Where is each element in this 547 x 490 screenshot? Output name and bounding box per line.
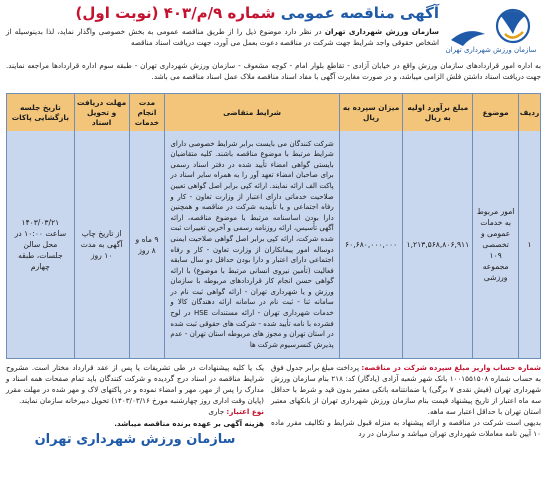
th-opening: تاریخ جلسه بازگشایی پاکات: [11, 102, 69, 122]
td-conditions: شرکت کنندگان می بایست برابر شرایط خصوصی دارای شرایط مرتبط با موضوع مناقصه باشند. کلیه متقاضیان بایستی گواهی امضاء تأیید شده در دفتر اسناد رسمی برای صاحبان امضاء تعهد آور را به همراه سایر اسناد در پاکت الف ارائه نمایند. ارائه کپی برابر اصل گواهی تعیین صلاحیت خدماتی دارای اعتبار از وزارت تعاون - کار و رفاه اجتماعی و یا تأییدیه شرکت در مناقصه و همچنین دارا بودن اساسنامه مرتبط با موضوع مناقصه، ارائه آگهی تأسیس، ارائه روزنامه رسمی و آخرین تغییرات ثبت شده شرکت، ارائه کپی برابر اصل گواهی صلاحیت ایمنی دوساله امور پیمانکاران از وزارت تعاون - کار و رفاه اجتماعی دارای اعتبار و دارا بودن حداقل دو سال سابقه فعالیت (تأمین نیروی انسانی مرتبط با موضوع) با ارائه گواهی حسن انجام کار قراردادهای مربوطه با سازمان ورزش و یا شهرداری تهران - ارائه گواهی ثبت نام در سامانه ثنا - ثبت نام در سامانه ارائه دهندگان کالا و خدمات شهرداری تهران - ارائه مستندات HSE در لوح فشرده با نامه تأیید شده - شرکت های حقوقی ثبت شده در استان تهران و مجوز های مربوطه استان تهران - عدم پذیرش کنسرسیوم شرکت ها: [164, 131, 338, 358]
logo-caption: سازمان ورزش شهرداری تهران: [445, 46, 537, 54]
td-deposit: ۶۰,۶۸۰,۰۰۰,۰۰۰: [339, 131, 403, 358]
th-deadline: مهلت دریافت و تحویل اسناد: [74, 94, 129, 131]
table-header: [7, 94, 540, 131]
terms-info: [6, 362, 264, 488]
page-title: [75, 4, 439, 22]
td-estimate: ۱,۲۱۳,۵۶۸,۸۰۶,۹۱۱: [402, 131, 472, 358]
th-duration: مدت انجام خدمات: [129, 94, 165, 131]
ad-cost-note: هزینه آگهی بر عهده برنده مناقصه میباشد.: [114, 419, 264, 428]
terms-text: یک یا کلیه پیشنهادات در طی تشریفات یا پس از عقد قرارداد مختار است. مشروح شرایط مناقصه در اسناد درج گردیده و شرکت کنندگان باید تمام صفحات همه اسناد و مدارک را پس از مهر، مهر و امضاء نموده و در پاکتهای لاک و مهر شده در مهلت مقرر (پایان وقت اداری روز چهارشنبه مورخ ۱۴۰۳/۰۳/۱۶) تحویل دبیرخانه سازمان نمایند.: [6, 363, 264, 405]
th-row: ردیف: [518, 94, 540, 131]
title-main: آگهی مناقصه عمومی: [280, 4, 439, 22]
th-conditions: شرایط متقاضی: [164, 94, 338, 131]
credit-value: جاری: [208, 407, 227, 416]
intro-paragraph: [6, 26, 439, 48]
credit-label: نوع اعتبار:: [226, 407, 264, 416]
th-estimate: مبلغ برآورد اولیه به ریال: [402, 94, 472, 131]
intro-org: سازمان ورزش شهرداری تهران: [324, 27, 440, 36]
th-subject: موضوع: [472, 94, 518, 131]
td-subject: امور مربوط به خدمات عمومی و تخصصی ۱۰۹ مجموعه ورزشی: [472, 131, 518, 358]
organization-logo-icon: [443, 4, 539, 56]
org-signature: سازمان ورزش شهرداری تهران: [34, 432, 236, 447]
deposit-heading: شماره حساب واریز مبلغ سپرده شرکت در مناقصه:: [361, 363, 541, 372]
intro-paragraph-2: به اداره امور قراردادهای سازمان ورزش واقع در خیابان آزادی - تقاطع بلوار امام - کوچه مشعوف - سازمان ورزش شهرداری تهران - طبقه سوم اداره قراردادها مراجعه نمایند. جهت دریافت اسناد داشتن فلش الزامی میباشد، و در صورت مغایرت آگهی با مفاد اسناد مناقصه ملاک عمل اسناد مناقصه می باشد.: [6, 61, 541, 81]
deposit-text-2: بدیهی است شرکت در مناقصه و ارائه پیشنهاد به منزله قبول شرایط و تکالیف مقرر ماده ۱۰ آیین نامه معاملات شهرداری تهران میباشد و سازمان در رد: [271, 418, 541, 438]
bottom-section: [6, 362, 541, 488]
th-deposit: میزان سپرده به ریال: [339, 94, 403, 131]
tender-table: [6, 93, 541, 359]
deposit-info: [271, 362, 541, 488]
td-duration: ۹ ماه و ۸ روز: [129, 131, 165, 358]
deposit-text: پرداخت مبلغ برابر جدول فوق به حساب شماره ۱۰۰۱۵۵۱۵۰۸ بانک شهر شعبه آزادی (یادگار) کد: ۲۱۸ بنام سازمان ورزش شهرداری تهران (فیش نقدی ۷ برگی) یا ضمانتنامه بانکی معتبر بدون قید و شرط با حداقل سه ماه اعتبار از تاریخ پیشنهاد قیمت بنام سازمان ورزش شهرداری تهران از بانکهای معتبر استان تهران با حداقل اعتبار سه ماهه.: [271, 363, 542, 416]
table-row: [7, 131, 540, 358]
td-opening: ۱۴۰۳/۰۳/۲۱ ساعت ۱۰:۰۰ در محل سالن جلسات، طبقه چهارم: [14, 218, 67, 271]
td-row: ۱: [518, 131, 540, 358]
intro-text: در نظر دارد موضوع ذیل را از طریق مناقصه عمومی به بخش خصوصی واگذار نماید، لذا بدینوسیله از اشخاص حقوقی واجد شرایط جهت شرکت در مناقصه دعوت بعمل می آورد، جهت دریافت اسناد مناقصه: [6, 27, 439, 47]
credit-type: [6, 406, 264, 417]
td-deadline: از تاریخ چاپ آگهی به مدت ۱۰ روز: [74, 131, 129, 358]
title-number: شماره ۹/م/۴۰۳ (نوبت اول): [75, 4, 276, 22]
logo: [443, 4, 539, 56]
